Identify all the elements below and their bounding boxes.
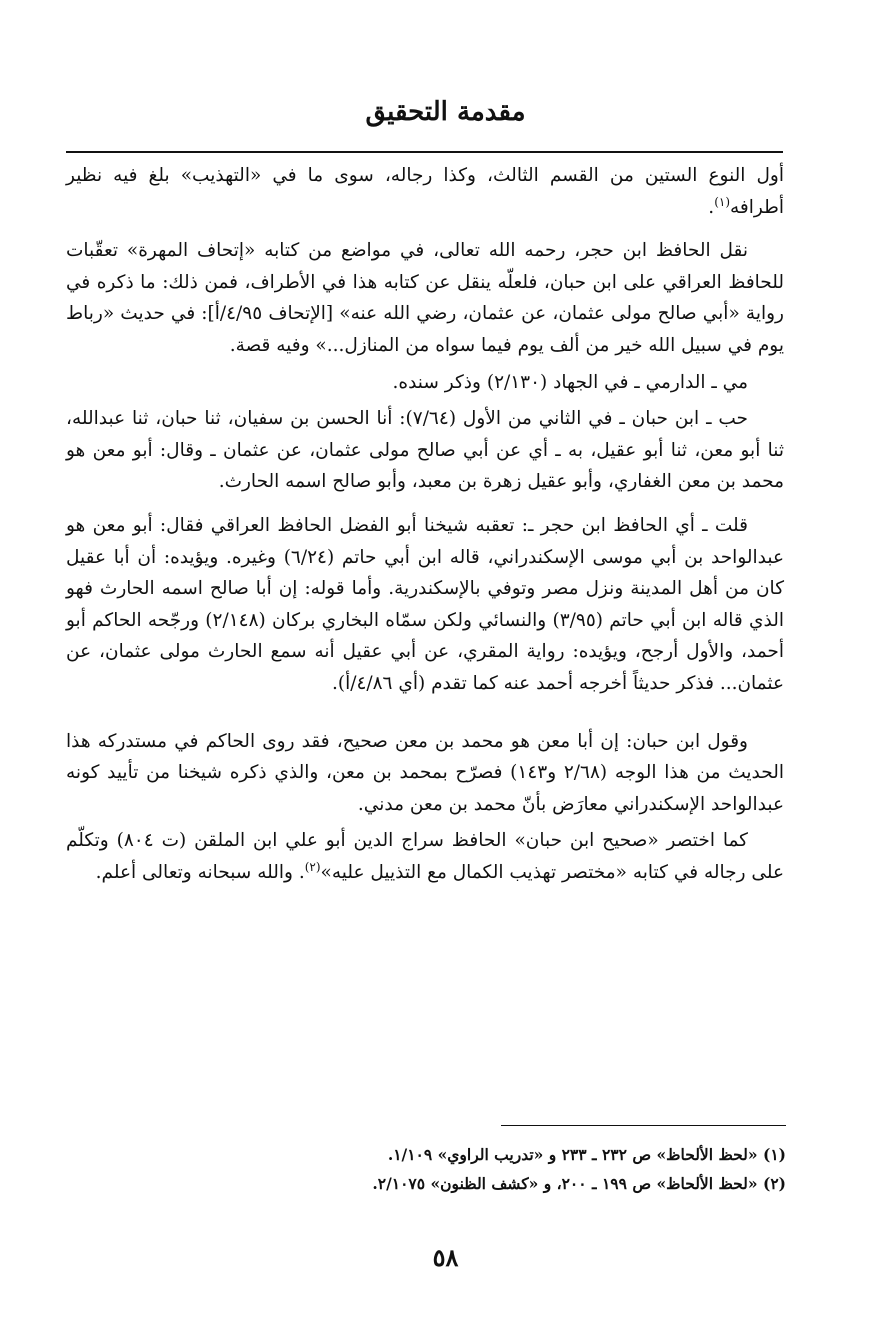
footnote-ref-1[interactable]: (١) [714, 194, 731, 209]
footnote-1: (١) «لحظ الألحاظ» ص ٢٣٢ ـ ٢٣٣ و «تدريب الراوي» ١/١٠٩. [387, 1145, 786, 1164]
footnote-ref-2[interactable]: (٢) [304, 859, 321, 874]
header-rule [66, 151, 783, 153]
paragraph-7 [66, 825, 784, 888]
footnote-rule [501, 1125, 786, 1126]
footnote-2: (٢) «لحظ الألحاظ» ص ١٩٩ ـ ٢٠٠، و «كشف الظنون» ٢/١٠٧٥. [372, 1174, 786, 1193]
paragraph-6: وقول ابن حبان: إن أبا معن هو محمد بن معن صحيح، فقد روى الحاكم في مستدركه هذا الحديث من هذا الوجه (٢/٦٨ و١٤٣) فصرّح بمحمد بن معن، والذي ذكره شيخنا من تأييد كونه عبدالواحد الإسكندراني معارَض بأنّ محمد بن معن مدني. [66, 730, 784, 815]
paragraph-7-end: . والله سبحانه وتعالى أعلم. [95, 861, 305, 883]
page-title: مقدمة التحقيق [365, 97, 526, 127]
paragraph-2: نقل الحافظ ابن حجر، رحمه الله تعالى، في مواضع من كتابه «إتحاف المهرة» تعقّبات للحافظ العراقي على ابن حبان، فلعلّه ينقل عن كتابه هذا في الأطراف، فمن ذلك: ما ذكره في رواية «أبي صالح مولى عثمان، عن عثمان، رضي الله عنه» [الإتحاف ٤/٩٥/أ]: في حديث «رباط يوم في سبيل الله خير من ألف يوم فيما سواه من المنازل...» وفيه قصة. [66, 240, 784, 356]
paragraph-1-text: أول النوع الستين من القسم الثالث، وكذا رجاله، سوى ما في «التهذيب» بلغ فيه نظير أطرافه [66, 165, 784, 218]
main-text [66, 160, 784, 888]
footnotes [96, 1140, 786, 1198]
paragraph-5: قلت ـ أي الحافظ ابن حجر ـ: تعقبه شيخنا أبو الفضل الحافظ العراقي فقال: أبو معن هو عبدالواحد بن أبي موسى الإسكندراني، قاله ابن أبي حاتم (٦/٢٤) وغيره. ويؤيده: أن أبا عقيل كان من أهل المدينة ونزل مصر وتوفي بالإسكندرية. وأما قوله: إن أبا صالح اسمه الحارث فهو الذي قاله ابن أبي حاتم (٣/٩٥) والنسائي ولكن سمّاه البخاري بركان (٢/١٤٨) ورجّحه الحاكم أبو أحمد، والأول أرجح، ويؤيده: رواية المقري، عن أبي عقيل أنه سمع الحارث مولى عثمان، عن عثمان... فذكر حديثاً أخرجه أحمد عنه كما تقدم (أي ٤/٨٦/أ). [66, 514, 784, 694]
paragraph-3: مي ـ الدارمي ـ في الجهاد (٢/١٣٠) وذكر سنده. [392, 371, 748, 393]
paragraph-4: حب ـ ابن حبان ـ في الثاني من الأول (٧/٦٤): أنا الحسن بن سفيان، ثنا حبان، ثنا عبدالله، ثنا أبو معن، ثنا أبو عقيل، به ـ أي عن أبي صالح مولى عثمان، عن عثمان ـ وقال: أبو معن هو محمد بن معن الغفاري، وأبو عقيل زهرة بن معبد، وأبو صالح اسمه الحارث. [66, 408, 784, 493]
page-number: ٥٨ [432, 1243, 459, 1272]
paragraph-7-text: كما اختصر «صحيح ابن حبان» الحافظ سراج الدين أبو علي ابن الملقن (ت ٨٠٤) وتكلّم على رجاله في كتابه «مختصر تهذيب الكمال مع التذييل عليه» [66, 830, 784, 883]
paragraph-1-end: . [708, 196, 715, 218]
paragraph-1 [66, 160, 784, 223]
